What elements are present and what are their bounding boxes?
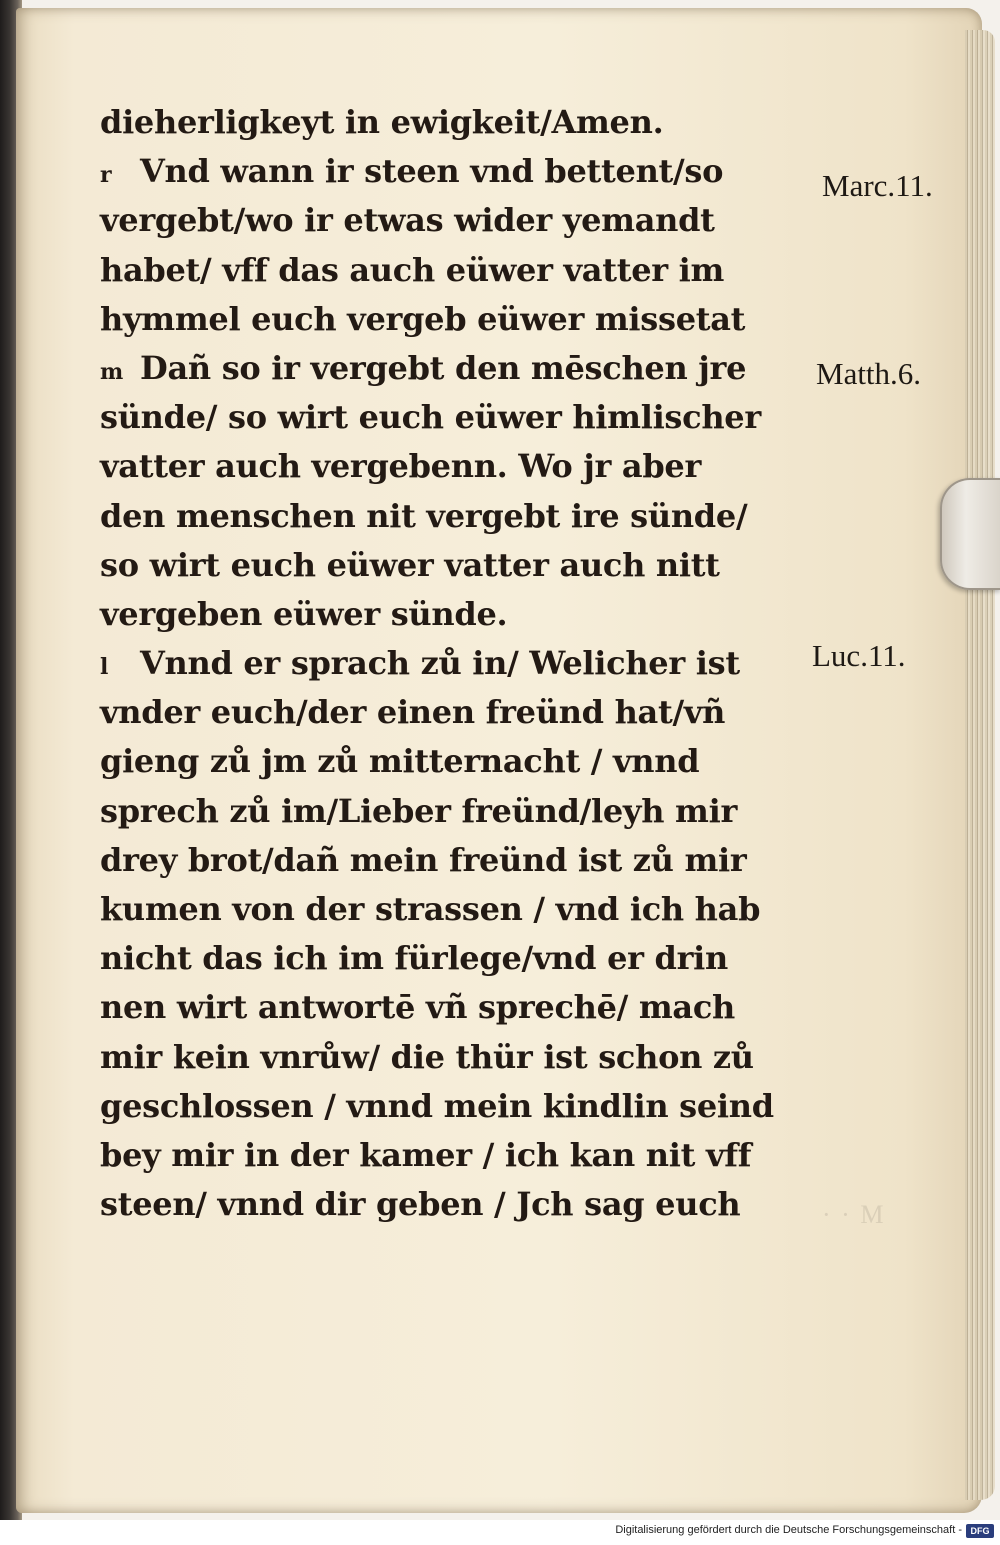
text-line: vnder euch/der einen freünd hat/vñ <box>100 693 726 732</box>
margin-note-matth: Matth.6. <box>816 356 922 391</box>
footer-credit: Digitalisierung gefördert durch die Deutsche Forschungsgemeinschaft - <box>615 1524 962 1536</box>
page-clip <box>940 478 1000 590</box>
text-line: l Vnnd er sprach zů in/ Welicher ist <box>100 639 820 688</box>
text-line: mir kein vnrůw/ die thür ist schon zů <box>100 1037 754 1076</box>
text-line: m Dañ so ir vergebt den mēschen jre <box>100 344 820 393</box>
footer-bar <box>0 1520 1000 1545</box>
text-line: so wirt euch eüwer vatter auch nitt <box>100 545 720 584</box>
text-line: hymmel euch vergeb eüwer missetat <box>100 299 746 338</box>
text-line: drey brot/dañ mein freünd ist zů mir <box>100 840 747 879</box>
margin-note-luc: Luc.11. <box>812 638 906 673</box>
text-line: sünde/ so wirt euch eüwer himlischer <box>100 398 761 437</box>
line-marker: r <box>100 162 112 189</box>
text-line: vergeben eüwer sünde. <box>100 594 508 633</box>
margin-note-marc: Marc.11. <box>822 168 933 203</box>
page-edges <box>965 30 995 1500</box>
text-line: kumen von der strassen / vnd ich hab <box>100 890 761 928</box>
text-line: den menschen nit vergebt ire sünde/ <box>100 496 748 535</box>
text-line: habet/ vff das auch eüwer vatter im <box>100 250 725 289</box>
bleed-through-mark: · · M <box>822 1200 886 1229</box>
text-line: steen/ vnnd dir geben / Jch sag euch <box>100 1185 741 1224</box>
text-line: gieng zů jm zů mitternacht / vnnd <box>100 742 700 781</box>
body-text <box>100 98 820 1229</box>
text-line: bey mir in der kamer / ich kan nit vff <box>100 1135 752 1174</box>
text-line: vergebt/wo ir etwas wider yemandt <box>100 201 715 240</box>
text-line: sprech zů im/Lieber freünd/leyh mir <box>100 791 738 830</box>
line-marker: m <box>100 358 123 385</box>
text-line: dieherligkeyt in ewigkeit/Amen. <box>100 103 664 141</box>
line-marker: l <box>100 654 109 681</box>
text-line: geschlossen / vnnd mein kindlin seind <box>100 1086 774 1125</box>
text-line: nicht das ich im fürlege/vnd er drin <box>100 939 728 978</box>
text-line: vatter auch vergebenn. Wo jr aber <box>100 447 702 486</box>
text-line: nen wirt antwortē vñ sprechē/ mach <box>100 988 736 1027</box>
dfg-logo: DFG <box>966 1524 994 1538</box>
text-line: r Vnd wann ir steen vnd bettent/so <box>100 147 820 196</box>
